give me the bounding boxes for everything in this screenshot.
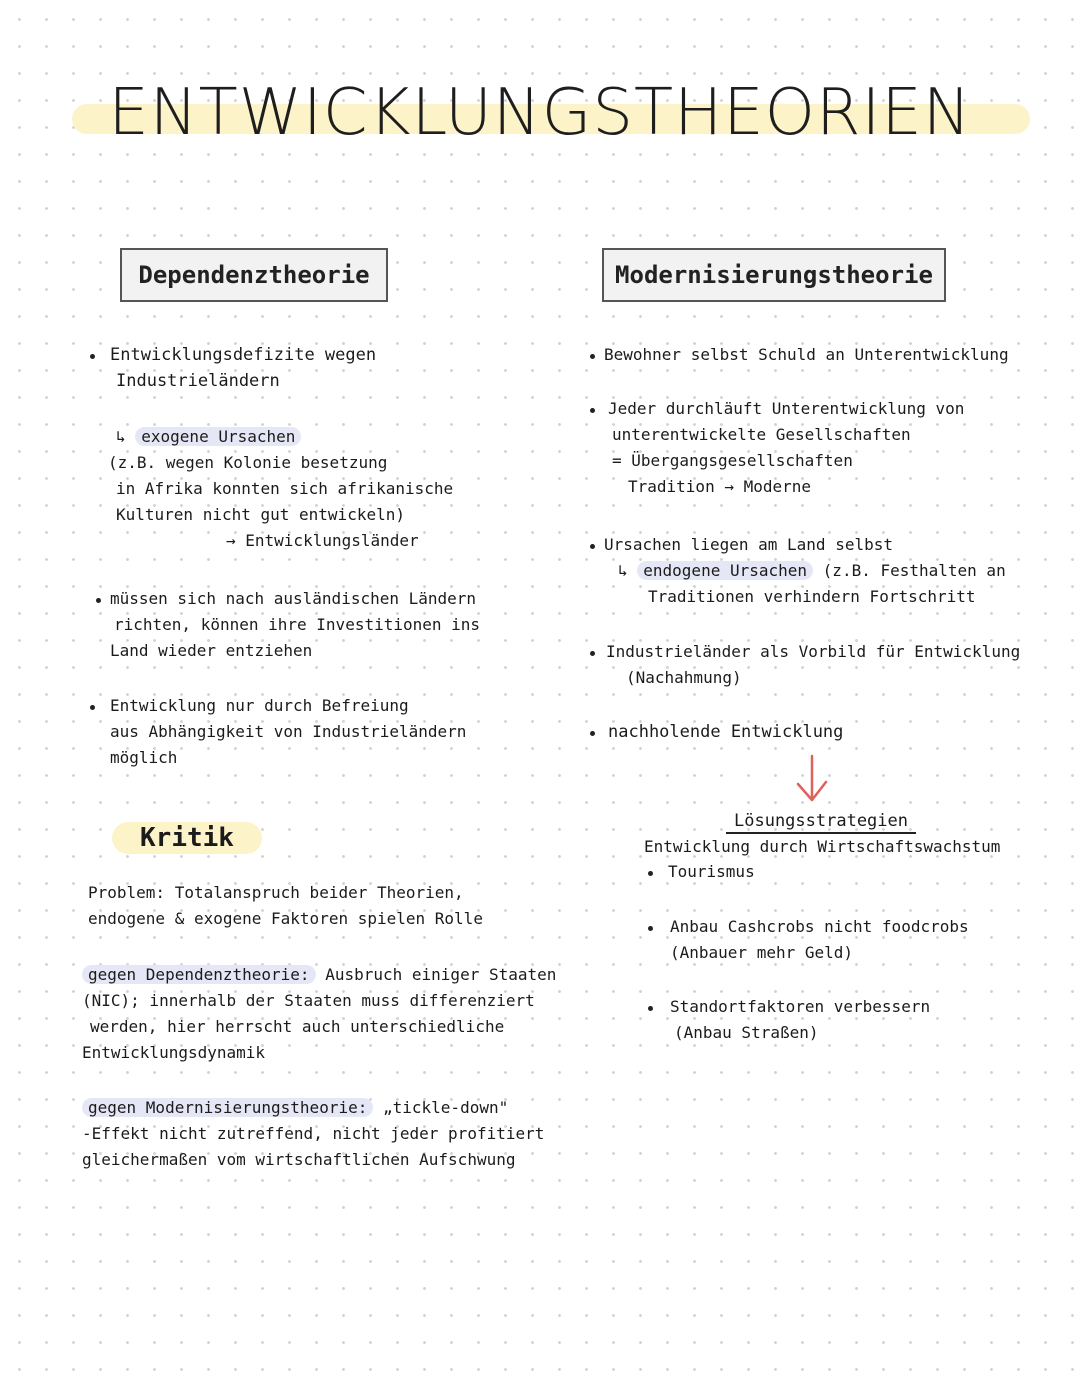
bullet-dot: [590, 731, 595, 736]
bullet-dot: [590, 651, 595, 656]
mod-point-1: Bewohner selbst Schuld an Unterentwicklung: [604, 345, 1009, 364]
modernisierungstheorie-header: Modernisierungstheorie: [602, 248, 946, 302]
bullet-dot: [96, 598, 101, 603]
dependenztheorie-header: Dependenztheorie: [120, 248, 388, 302]
bullet-dot: [90, 354, 95, 359]
kritik-heading: Kritik: [112, 822, 262, 854]
dep-point-2: müssen sich nach ausländischen Ländern richten, können ihre Investitionen ins Land wieder entziehen: [110, 589, 481, 660]
bullet-dot: [648, 871, 653, 876]
loesung-item-tourismus: Tourismus: [668, 862, 755, 881]
dep-point-1-sub: ↳ exogene Ursachen (z.B. wegen Kolonie besetzung in Afrika konnten sich afrikanische Kulturen nicht gut entwickeln) → Entwicklungsländer: [108, 427, 454, 550]
kritik-problem: Problem: Totalanspruch beider Theorien, endogene & exogene Faktoren spielen Rolle: [88, 883, 483, 928]
kritik-gegen-modernisierung: gegen Modernisierungstheorie: „tickle-down" -Effekt nicht zutreffend, nicht jeder profitiert gleichermaßen vom wirtschaftlichen Aufschwung: [82, 1098, 545, 1169]
bullet-dot: [590, 354, 595, 359]
sub-arrow-icon: ↳: [618, 561, 638, 580]
page-title: ENTWICKLUNGSTHEORIEN: [108, 76, 972, 150]
loesung-item-standort: Standortfaktoren verbessern (Anbau Straßen): [670, 997, 931, 1042]
mod-point-5: nachholende Entwicklung: [608, 722, 844, 742]
loesung-subtitle: Entwicklung durch Wirtschaftswachstum: [644, 837, 1001, 856]
down-arrow-icon: [790, 752, 834, 804]
mod-point-2: Jeder durchläuft Unterentwicklung von unterentwickelte Gesellschaften = Übergangsgesellschaften Tradition → Moderne: [608, 399, 965, 496]
mod-point-4: Industrieländer als Vorbild für Entwicklung (Nachahmung): [606, 642, 1021, 687]
bullet-dot: [90, 705, 95, 710]
dep-point-1: Entwicklungsdefizite wegen Industrieländern: [110, 345, 377, 391]
bullet-dot: [590, 544, 595, 549]
arrow-right-icon: →: [714, 477, 744, 496]
kritik-gegen-dependenz: gegen Dependenztheorie: Ausbruch einiger Staaten (NIC); innerhalb der Staaten muss differenziert werden, hier herrscht auch unterschiedliche Entwicklungsdynamik: [82, 965, 557, 1062]
bullet-dot: [590, 408, 595, 413]
bullet-dot: [648, 1006, 653, 1011]
dep-point-3: Entwicklung nur durch Befreiung aus Abhängigkeit von Industrieländern möglich: [110, 696, 467, 767]
bullet-dot: [648, 926, 653, 931]
loesung-item-anbau: Anbau Cashcrobs nicht foodcrobs (Anbauer mehr Geld): [670, 917, 969, 962]
loesungsstrategien-title: Lösungsstrategien: [726, 810, 916, 834]
mod-point-3: Ursachen liegen am Land selbst ↳ endogene Ursachen (z.B. Festhalten an Traditionen verhindern Fortschritt: [604, 535, 1006, 606]
result-arrow-icon: →: [226, 531, 246, 550]
sub-arrow-icon: ↳: [116, 427, 136, 446]
